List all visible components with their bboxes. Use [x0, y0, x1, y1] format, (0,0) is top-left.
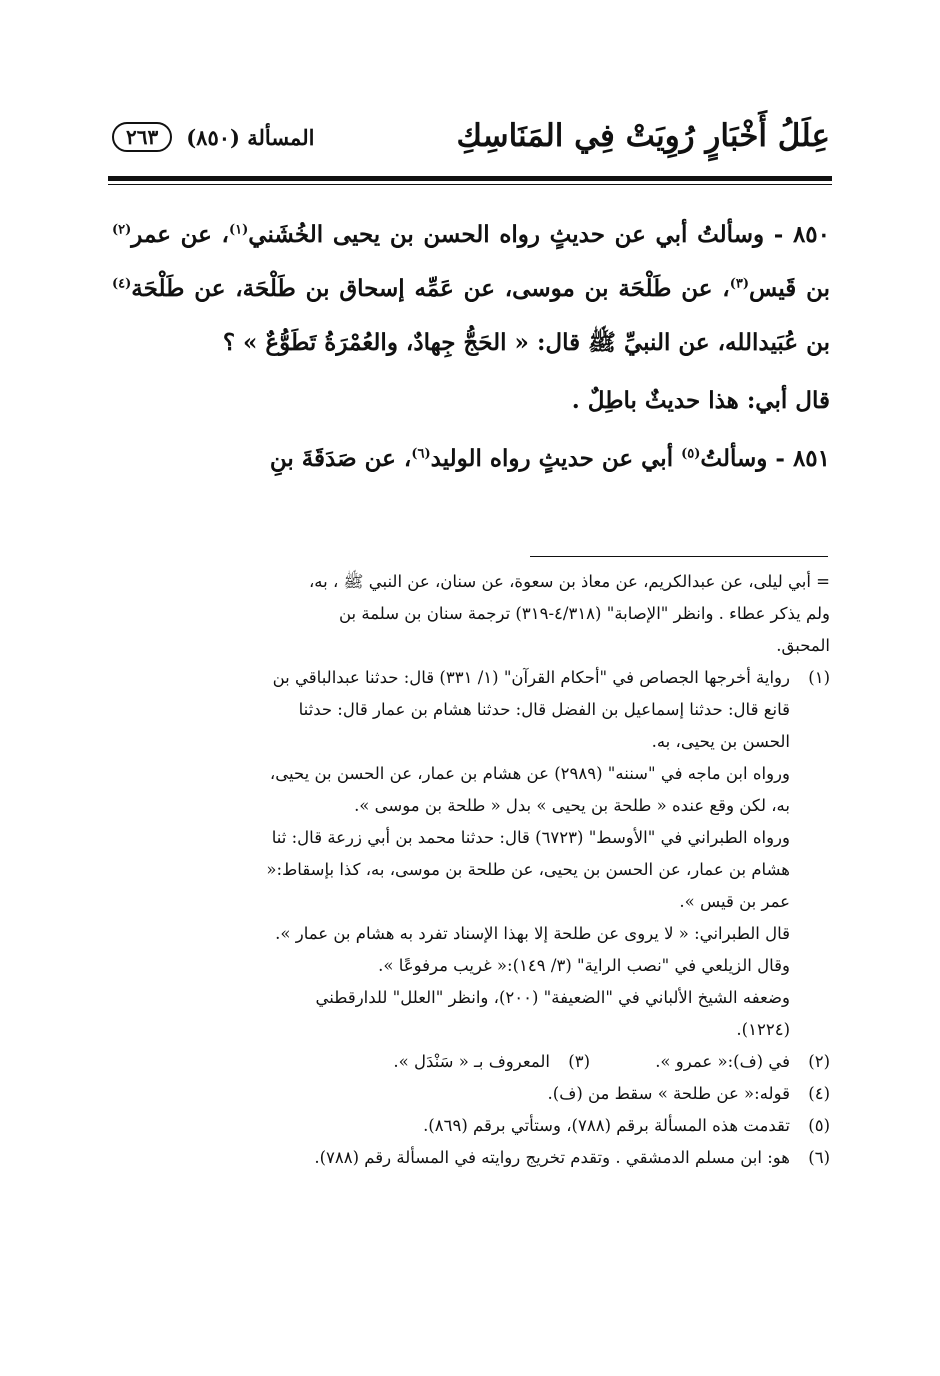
footnote-ref[interactable]: (٢): [112, 222, 132, 238]
footnote-5: [112, 1110, 830, 1142]
header-rule-thin: [108, 184, 832, 185]
footnote-number: (٢): [808, 1052, 830, 1071]
footnote-number: (١): [808, 668, 830, 687]
footnotes-2-3: [112, 1046, 830, 1078]
question-850: [112, 208, 830, 370]
footnote-text: وقال الزيلعي في "نصب الراية" (٣/ ١٤٩):« غريب مرفوعًا ».: [378, 956, 790, 975]
footnote-1: [112, 662, 830, 694]
footnote-text: رواية أخرجها الجصاص في "أحكام القرآن" (١/ ٣٣١) قال: حدثنا عبدالباقي بن: [272, 668, 790, 687]
issue-label: [112, 122, 314, 152]
footnote-text: في (ف):« عمرو ».: [655, 1052, 790, 1071]
footnote-continuation: = أبي ليلى، عن عبدالكريم، عن معاذ بن سعوة، عن سنان، عن النبي ﷺ ، به،: [308, 572, 830, 591]
footnote-separator: [530, 556, 828, 557]
footnote-text: قوله:« عن طلحة » سقط من (ف).: [547, 1084, 790, 1103]
footnote-ref[interactable]: (٦): [411, 446, 431, 462]
footnote-4: [112, 1078, 830, 1110]
q851-a: ٨٥١ - وسألتُ: [700, 445, 830, 472]
question-851: [112, 432, 830, 486]
q850-line3a: إسحاق بن طَلْحَة، عن طَلْحَة: [131, 275, 405, 302]
footnote-text: وضعفه الشيخ الألباني في "الضعيفة" (٢٠٠)، وانظر "العلل" للدارقطني: [315, 988, 790, 1007]
footnote-number: (٣): [568, 1052, 590, 1071]
q850-line2d: ، عن طَلْحَة بن موسى، عن عَمِّه: [414, 275, 730, 302]
q850-line2c: بن قَيس: [749, 275, 830, 302]
footnote-ref[interactable]: (٣): [729, 276, 750, 292]
footnote-continuation: المحبق.: [776, 636, 830, 655]
footnote-text: هشام بن عمار، عن الحسن بن يحيى، عن طلحة بن موسى، به، كذا بإسقاط:«: [266, 860, 790, 879]
footnote-number: (٦): [808, 1148, 830, 1167]
chapter-title: عِلَلُ أَخْبَارٍ رُوِيَتْ فِي المَنَاسِكِ: [456, 118, 830, 154]
q851-b: أبي عن حديثٍ رواه الوليد: [430, 445, 682, 472]
page-header: [112, 118, 830, 178]
q850-line2a: الخُشَني: [248, 221, 324, 248]
issue-number: المسألة (٨٥٠): [186, 124, 315, 150]
answer-850: قال أبي: هذا حديثٌ باطِلٌ .: [571, 387, 830, 414]
footnote-ref[interactable]: (٤): [112, 276, 132, 292]
footnote-text: هو: ابن مسلم الدمشقي . وتقدم تخريج روايته في المسألة رقم (٧٨٨).: [314, 1148, 790, 1167]
footnotes: [112, 566, 830, 1174]
q850-line3b: بن عُبَيدالله، عن النبيِّ ﷺ قال:: [536, 329, 830, 356]
q850-line2b: ، عن عمر: [131, 221, 229, 248]
main-text: [112, 208, 830, 486]
footnote-text: قال الطبراني: « لا يروى عن طلحة إلا بهذا الإسناد تفرد به هشام بن عمار ».: [275, 924, 790, 943]
footnote-text: قانع قال: حدثنا إسماعيل بن الفضل قال: حدثنا هشام بن عمار قال: حدثنا: [298, 700, 790, 719]
footnote-ref[interactable]: (١): [228, 222, 249, 238]
footnote-6: [112, 1142, 830, 1174]
footnote-text: به، لكن وقع عنده « طلحة بن يحيى » بدل « طلحة بن موسى ».: [354, 796, 790, 815]
footnote-text: الحسن بن يحيى، به.: [651, 732, 790, 751]
footnote-2: [590, 1046, 830, 1078]
footnote-text: عمر بن قيس ».: [679, 892, 790, 911]
q850-line1: ٨٥٠ - وسألتُ أبي عن حديثٍ رواه الحسن بن يحيى: [332, 221, 830, 248]
footnote-number: (٥): [808, 1116, 830, 1135]
footnote-continuation: ولم يذكر عطاء . وانظر "الإصابة" (٤/٣١٨-٣١٩) ترجمة سنان بن سلمة بن: [338, 604, 830, 623]
footnote-ref[interactable]: (٥): [681, 446, 701, 462]
header-rule-thick: [108, 176, 832, 181]
footnote-text: ورواه ابن ماجه في "سننه" (٢٩٨٩) عن هشام بن عمار، عن الحسن بن يحيى،: [269, 764, 790, 783]
footnote-3: [393, 1046, 590, 1078]
footnote-text: ورواه الطبراني في "الأوسط" (٦٧٢٣) قال: حدثنا محمد بن أبي زرعة قال: ثنا: [271, 828, 790, 847]
footnote-text: تقدمت هذه المسألة برقم (٧٨٨)، وستأتي برقم (٨٦٩).: [423, 1116, 790, 1135]
hadith-text: « الحَجُّ جِهادٌ، والعُمْرَةُ تَطَوُّعٌ » ؟: [222, 329, 529, 356]
footnote-text: (١٢٢٤).: [736, 1020, 790, 1039]
footnote-number: (٤): [808, 1084, 830, 1103]
footnote-text: المعروف بـ « سَنْدَل ».: [393, 1052, 550, 1071]
q851-c: ، عن صَدَقَةَ بنِ: [269, 445, 412, 472]
page-number: ٢٦٣: [112, 122, 172, 152]
